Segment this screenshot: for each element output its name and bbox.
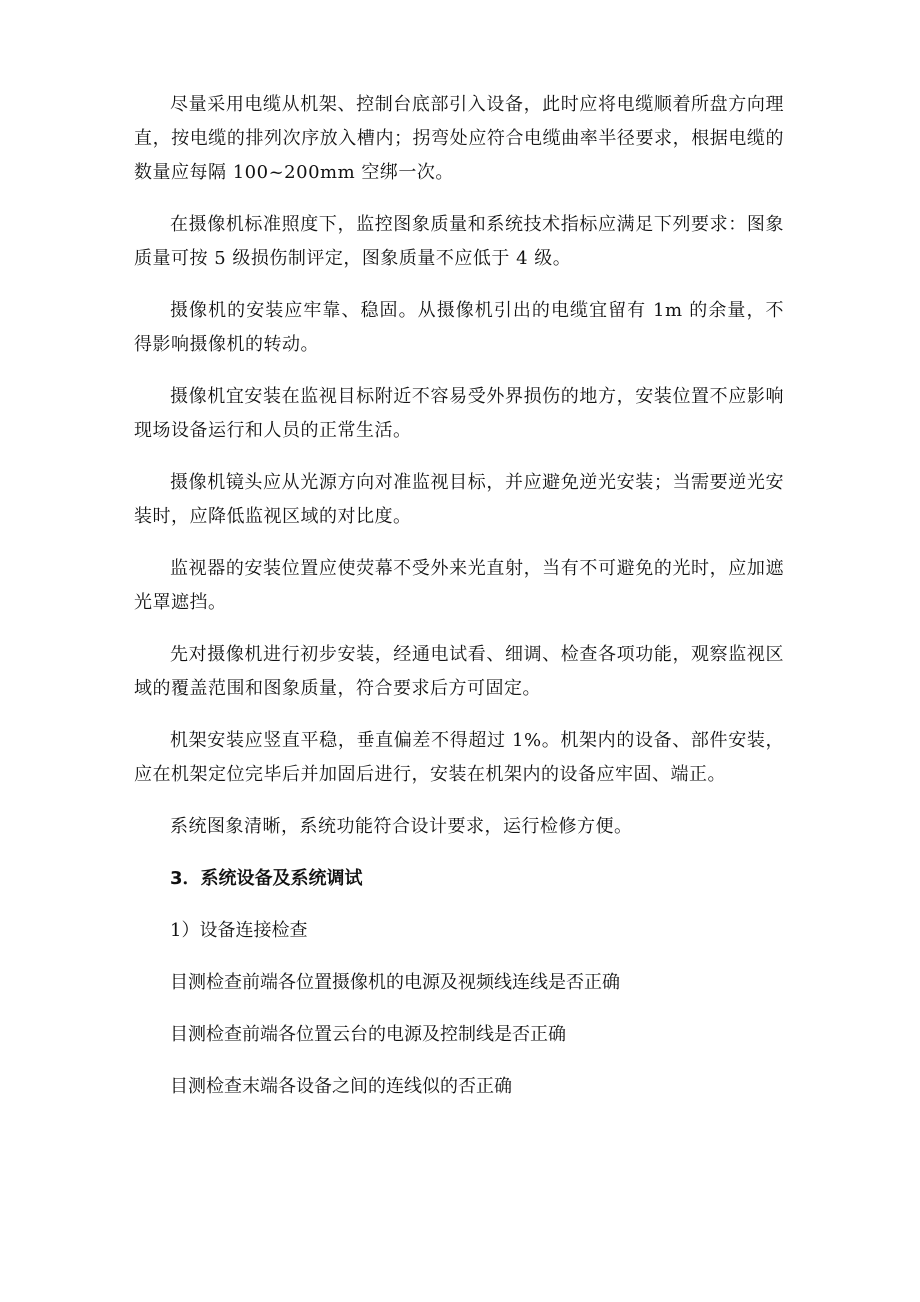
paragraph-system-summary: 系统图象清晰，系统功能符合设计要求，运行检修方便。 <box>170 816 633 837</box>
paragraph-initial-install: 先对摄像机进行初步安装，经通电试看、细调、检查各项功能，观察监视区域的覆盖范围和图象质量，符合要求后方可固定。 <box>134 644 784 699</box>
paragraph-monitor-position: 监视器的安装位置应使荧幕不受外来光直射，当有不可避免的光时，应加遮光罩遮挡。 <box>134 558 784 613</box>
paragraph-rack-install: 机架安装应竖直平稳，垂直偏差不得超过 1%。机架内的设备、部件安装，应在机架定位完毕后并加固后进行，安装在机架内的设备应牢固、端正。 <box>134 730 784 785</box>
paragraph-image-quality: 在摄像机标准照度下，监控图象质量和系统技术指标应满足下列要求：图象质量可按 5 级损伤制评定，图象质量不应低于 4 级。 <box>134 214 784 269</box>
section-heading: 3．系统设备及系统调试 <box>170 868 363 889</box>
subsection-heading: 1）设备连接检查 <box>170 920 308 941</box>
list-item: 目测检查前端各位置云台的电源及控制线是否正确 <box>170 1024 566 1045</box>
paragraph-camera-mounting: 摄像机的安装应牢靠、稳固。从摄像机引出的电缆宜留有 1m 的余量，不得影响摄像机的转动。 <box>134 300 784 355</box>
paragraph-lens-direction: 摄像机镜头应从光源方向对准监视目标，并应避免逆光安装；当需要逆光安装时，应降低监视区域的对比度。 <box>134 472 784 527</box>
paragraph-camera-location: 摄像机宜安装在监视目标附近不容易受外界损伤的地方，安装位置不应影响现场设备运行和人员的正常生活。 <box>134 386 784 441</box>
list-item: 目测检查末端各设备之间的连线似的否正确 <box>170 1076 512 1097</box>
document-body <box>134 88 784 1122</box>
paragraph-cable-routing: 尽量采用电缆从机架、控制台底部引入设备，此时应将电缆顺着所盘方向理直，按电缆的排列次序放入槽内；拐弯处应符合电缆曲率半径要求，根据电缆的数量应每隔 100~200mm 空绑一次。 <box>134 94 784 183</box>
list-item: 目测检查前端各位置摄像机的电源及视频线连线是否正确 <box>170 972 620 993</box>
